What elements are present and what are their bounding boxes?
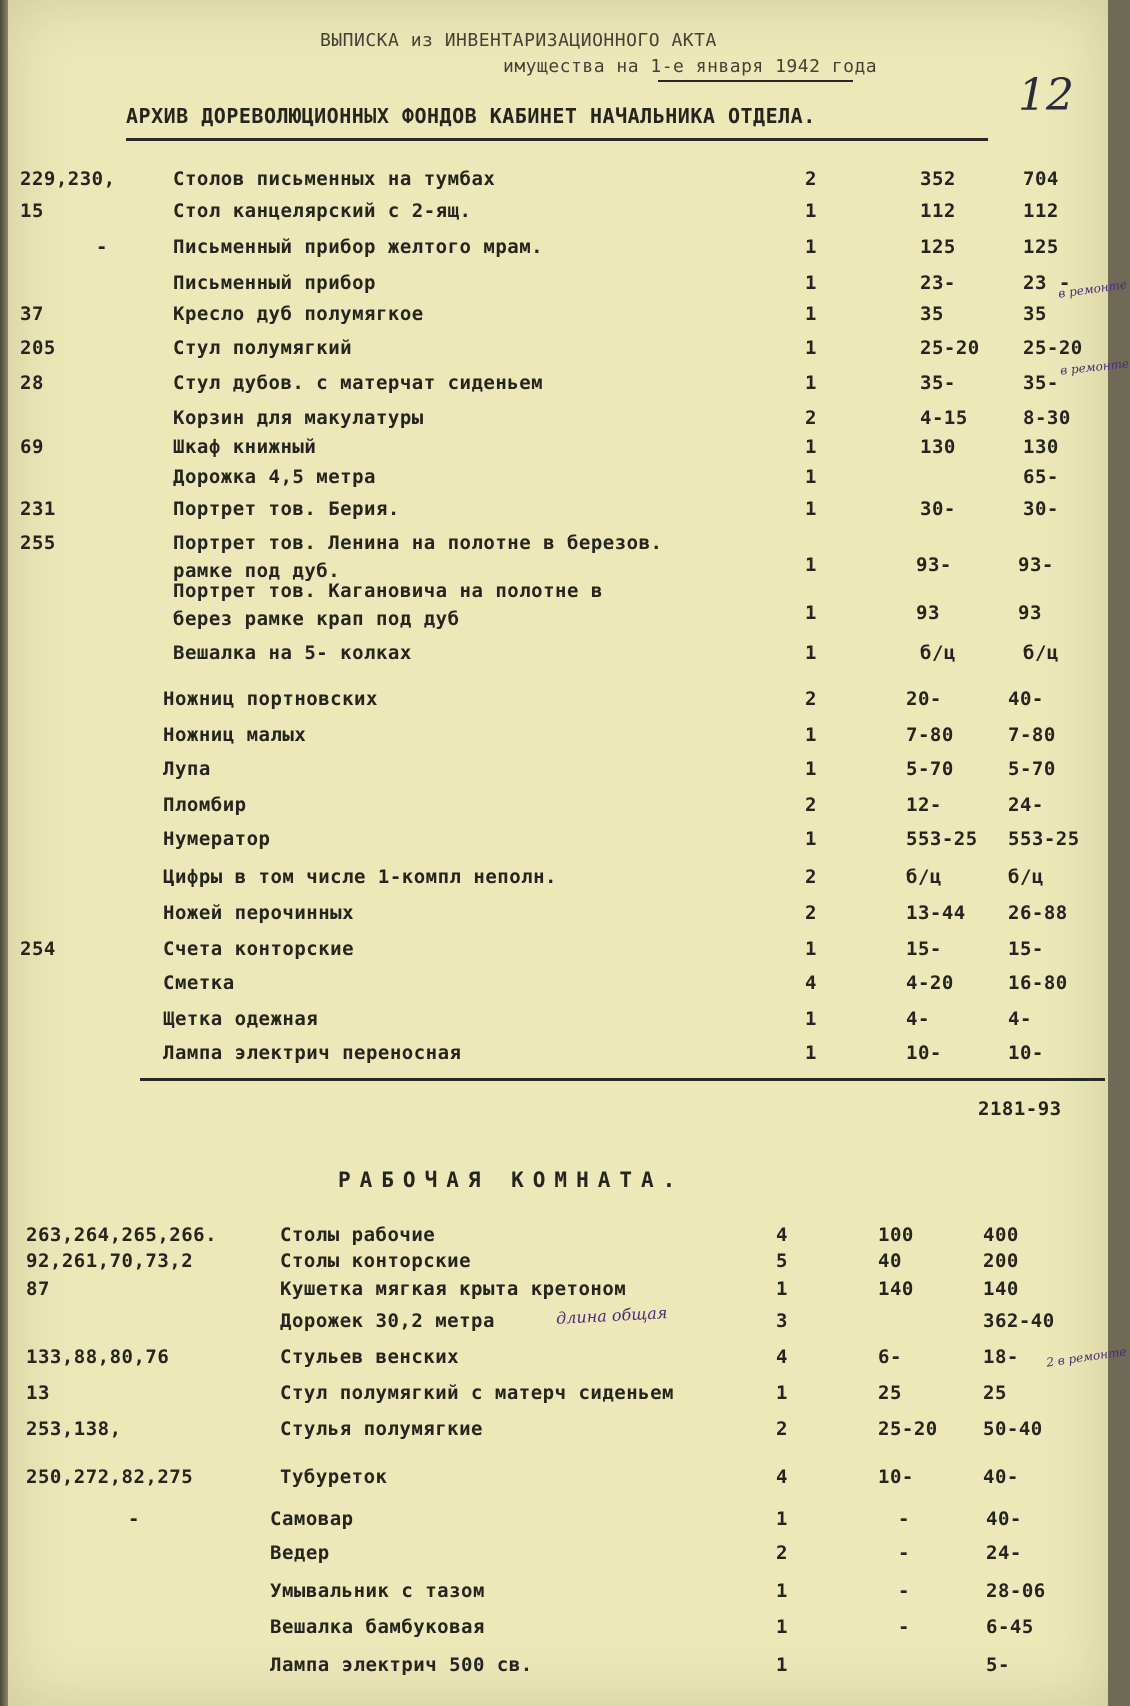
item-name: Стульев венских: [280, 1346, 460, 1368]
item-price: 93-: [916, 554, 952, 576]
item-price: 15-: [906, 938, 942, 960]
item-qty: 1: [805, 236, 817, 258]
item-qty: 2: [805, 688, 817, 710]
item-qty: 2: [776, 1542, 788, 1564]
inventory-number: 231: [20, 498, 56, 520]
item-qty: 1: [776, 1616, 788, 1638]
item-price: 553-25: [906, 828, 978, 850]
item-qty: 2: [805, 902, 817, 924]
item-total: 18-: [983, 1346, 1019, 1368]
page-edge: [0, 0, 8, 1706]
item-total: 93: [1018, 602, 1042, 624]
item-qty: 1: [805, 303, 817, 325]
item-qty: 2: [805, 407, 817, 429]
item-total: 5-70: [1008, 758, 1056, 780]
item-qty: 1: [805, 602, 817, 624]
item-total: 35: [1023, 303, 1047, 325]
header-line-1: ВЫПИСКА из ИНВЕНТАРИЗАЦИОННОГО АКТА: [320, 30, 717, 51]
item-name: Щетка одежная: [163, 1008, 319, 1030]
item-price: 30-: [920, 498, 956, 520]
ruled-line: [140, 1078, 1105, 1081]
item-name: Лупа: [163, 758, 211, 780]
item-total: 50-40: [983, 1418, 1043, 1440]
item-name: Стул полумягкий с матерч сиденьем: [280, 1382, 674, 1404]
item-total: 24-: [986, 1542, 1022, 1564]
item-price: 13-44: [906, 902, 966, 924]
item-total: 125: [1023, 236, 1059, 258]
inventory-number: 255: [20, 532, 56, 554]
item-total: 93-: [1018, 554, 1054, 576]
item-total: 40-: [1008, 688, 1044, 710]
item-name: Ножниц портновских: [163, 688, 378, 710]
item-qty: 1: [805, 938, 817, 960]
item-total: 553-25: [1008, 828, 1080, 850]
item-qty: 1: [776, 1508, 788, 1530]
item-price: 5-70: [906, 758, 954, 780]
header-line-2: имущества на 1-е января 1942 года: [503, 56, 878, 77]
item-name: Столов письменных на тумбах: [173, 168, 496, 190]
item-total: 40-: [983, 1466, 1019, 1488]
item-name: Умывальник с тазом: [270, 1580, 485, 1602]
handwritten-note: 2 в ремонте: [1045, 1344, 1128, 1370]
item-name: Нумератор: [163, 828, 271, 850]
item-name: Корзин для макулатуры: [173, 407, 424, 429]
item-name: Пломбир: [163, 794, 247, 816]
item-price: б/ц: [920, 642, 956, 664]
item-name: Сметка: [163, 972, 235, 994]
handwritten-note: в ремонте: [1059, 356, 1130, 378]
item-total: 16-80: [1008, 972, 1068, 994]
item-price: -: [898, 1542, 910, 1564]
item-name: Ножей перочинных: [163, 902, 355, 924]
item-qty: 1: [805, 436, 817, 458]
item-name: Дорожка 4,5 метра: [173, 466, 376, 488]
item-qty: 1: [805, 1042, 817, 1064]
item-name: Дорожек 30,2 метра: [280, 1310, 495, 1332]
item-total: 400: [983, 1224, 1019, 1246]
item-name: Кушетка мягкая крыта кретоном: [280, 1278, 627, 1300]
item-total: б/ц: [1008, 866, 1044, 888]
item-qty: 1: [805, 372, 817, 394]
inventory-number: 15: [20, 200, 44, 222]
inventory-number: 250,272,82,275: [26, 1466, 194, 1488]
item-name: Самовар: [270, 1508, 354, 1530]
document-sheet: [8, 0, 1130, 1706]
item-total: 65-: [1023, 466, 1059, 488]
item-price: 112: [920, 200, 956, 222]
item-name: Портрет тов. Берия.: [173, 498, 400, 520]
inventory-number: 229,230,: [20, 168, 116, 190]
item-name-continued: рамке под дуб.: [173, 560, 341, 582]
item-total: 4-: [1008, 1008, 1032, 1030]
item-name: Ведер: [270, 1542, 330, 1564]
item-qty: 1: [805, 200, 817, 222]
item-total: 15-: [1008, 938, 1044, 960]
item-price: 23-: [920, 272, 956, 294]
item-price: 4-: [906, 1008, 930, 1030]
item-qty: 1: [805, 272, 817, 294]
item-price: -: [898, 1508, 910, 1530]
inventory-number: 87: [26, 1278, 50, 1300]
inventory-number: 205: [20, 337, 56, 359]
item-total: 35-: [1023, 372, 1059, 394]
item-name: Письменный прибор: [173, 272, 376, 294]
item-name: Лампа электрич переносная: [163, 1042, 462, 1064]
item-total: 140: [983, 1278, 1019, 1300]
item-total: 6-45: [986, 1616, 1034, 1638]
inventory-number: 69: [20, 436, 44, 458]
item-qty: 1: [805, 724, 817, 746]
item-price: б/ц: [906, 866, 942, 888]
item-total: 30-: [1023, 498, 1059, 520]
item-name: Цифры в том числе 1-компл неполн.: [163, 866, 557, 888]
item-price: 25-20: [920, 337, 980, 359]
item-price: -: [898, 1616, 910, 1638]
item-qty: 1: [776, 1580, 788, 1602]
item-qty: 1: [805, 828, 817, 850]
item-qty: 1: [805, 758, 817, 780]
item-total: 5-: [986, 1654, 1010, 1676]
item-total: 24-: [1008, 794, 1044, 816]
item-total: 10-: [1008, 1042, 1044, 1064]
item-price: 10-: [906, 1042, 942, 1064]
item-qty: 2: [805, 866, 817, 888]
item-price: 4-15: [920, 407, 968, 429]
item-total: 25-20: [1023, 337, 1083, 359]
inventory-number: -: [128, 1508, 140, 1530]
item-qty: 1: [776, 1278, 788, 1300]
inventory-number: 253,138,: [26, 1418, 122, 1440]
item-name: Шкаф книжный: [173, 436, 317, 458]
item-name-continued: берез рамке крап под дуб: [173, 608, 460, 630]
item-name: Стулья полумягкие: [280, 1418, 483, 1440]
item-qty: 4: [776, 1346, 788, 1368]
item-qty: 1: [776, 1382, 788, 1404]
item-total: 704: [1023, 168, 1059, 190]
item-total: 200: [983, 1250, 1019, 1272]
page-number: 12: [1018, 70, 1074, 121]
inventory-number: 13: [26, 1382, 50, 1404]
inventory-number: -: [96, 236, 108, 258]
item-qty: 5: [776, 1250, 788, 1272]
item-name: Столы конторские: [280, 1250, 472, 1272]
inventory-number: 263,264,265,266.: [26, 1224, 218, 1246]
item-name: Столы рабочие: [280, 1224, 436, 1246]
item-price: 10-: [878, 1466, 914, 1488]
item-qty: 2: [805, 794, 817, 816]
item-price: 140: [878, 1278, 914, 1300]
item-total: 40-: [986, 1508, 1022, 1530]
item-total: 7-80: [1008, 724, 1056, 746]
item-price: 352: [920, 168, 956, 190]
item-qty: 4: [776, 1224, 788, 1246]
item-name: Счета конторские: [163, 938, 355, 960]
item-price: 25: [878, 1382, 902, 1404]
item-qty: 3: [776, 1310, 788, 1332]
item-name: Вешалка на 5- колках: [173, 642, 412, 664]
section2-title: РАБОЧАЯ КОМНАТА.: [338, 1168, 685, 1192]
item-qty: 1: [805, 498, 817, 520]
item-qty: 4: [805, 972, 817, 994]
item-price: 7-80: [906, 724, 954, 746]
item-name: Портрет тов. Ленина на полотне в березов.: [173, 532, 663, 554]
item-total: 25: [983, 1382, 1007, 1404]
item-qty: 1: [805, 337, 817, 359]
item-price: 20-: [906, 688, 942, 710]
inventory-number: 133,88,80,76: [26, 1346, 170, 1368]
item-qty: 1: [776, 1654, 788, 1676]
item-price: 12-: [906, 794, 942, 816]
item-total: 130: [1023, 436, 1059, 458]
item-price: 4-20: [906, 972, 954, 994]
item-price: 35-: [920, 372, 956, 394]
item-price: 125: [920, 236, 956, 258]
item-total: 8-30: [1023, 407, 1071, 429]
item-total: 362-40: [983, 1310, 1055, 1332]
ruled-line: [126, 138, 988, 141]
item-name: Вешалка бамбуковая: [270, 1616, 485, 1638]
item-name: Портрет тов. Кагановича на полотне в: [173, 580, 603, 602]
handwritten-note: длина общая: [555, 1303, 668, 1328]
item-qty: 1: [805, 554, 817, 576]
item-price: 93: [916, 602, 940, 624]
item-price: 6-: [878, 1346, 902, 1368]
item-qty: 1: [805, 642, 817, 664]
item-name: Стул дубов. с матерчат сиденьем: [173, 372, 544, 394]
item-name: Письменный прибор желтого мрам.: [173, 236, 544, 258]
inventory-number: 254: [20, 938, 56, 960]
inventory-number: 92,261,70,73,2: [26, 1250, 194, 1272]
section1-title: АРХИВ ДОРЕВОЛЮЦИОННЫХ ФОНДОВ КАБИНЕТ НАЧАЛЬНИКА ОТДЕЛА.: [126, 104, 816, 128]
item-price: 40: [878, 1250, 902, 1272]
item-name: Лампа электрич 500 св.: [270, 1654, 533, 1676]
item-name: Ножниц малых: [163, 724, 307, 746]
item-qty: 2: [805, 168, 817, 190]
section1-sum: 2181-93: [978, 1098, 1062, 1120]
handwritten-note: в ремонте: [1057, 277, 1128, 301]
item-total: 28-06: [986, 1580, 1046, 1602]
item-price: 130: [920, 436, 956, 458]
ruled-line: [658, 80, 853, 82]
item-total: 23 -: [1023, 272, 1071, 294]
item-qty: 4: [776, 1466, 788, 1488]
item-name: Стул полумягкий: [173, 337, 353, 359]
item-qty: 1: [805, 466, 817, 488]
inventory-number: 28: [20, 372, 44, 394]
item-price: 35: [920, 303, 944, 325]
item-price: 100: [878, 1224, 914, 1246]
item-name: Стол канцелярский с 2-ящ.: [173, 200, 472, 222]
item-qty: 1: [805, 1008, 817, 1030]
item-name: Тубуреток: [280, 1466, 388, 1488]
item-total: 26-88: [1008, 902, 1068, 924]
item-price: -: [898, 1580, 910, 1602]
inventory-number: 37: [20, 303, 44, 325]
item-total: 112: [1023, 200, 1059, 222]
item-total: б/ц: [1023, 642, 1059, 664]
item-name: Кресло дуб полумягкое: [173, 303, 424, 325]
item-qty: 2: [776, 1418, 788, 1440]
item-price: 25-20: [878, 1418, 938, 1440]
